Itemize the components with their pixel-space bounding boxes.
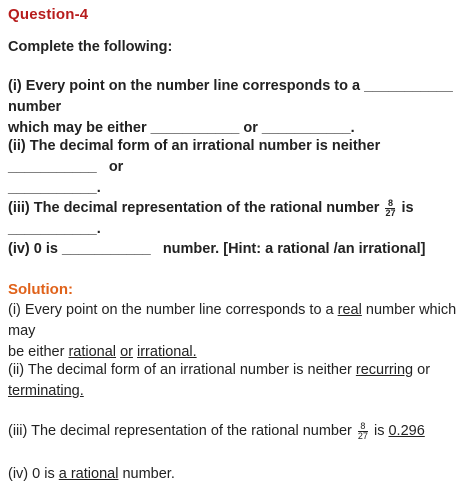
solution-heading: Solution: bbox=[8, 281, 73, 298]
question-item-2: (ii) The decimal form of an irrational number is neither ___________ or ___________. bbox=[8, 138, 381, 196]
fraction-8-27: $\frac{8}{27}$ bbox=[357, 420, 368, 441]
question-item-3: (iii) The decimal representation of the rational number $\frac{8}{27}$ is ___________. bbox=[8, 197, 414, 237]
question-item-4: (iv) 0 is ___________ number. [Hint: a rational /an irrational] bbox=[8, 241, 426, 257]
solution-item-1: (i) Every point on the number line corresponds to a real number which may be either rational or irrational. bbox=[8, 302, 457, 360]
instruction: Complete the following: bbox=[8, 39, 173, 55]
question-title: Question-4 bbox=[8, 6, 89, 23]
solution-item-4: (iv) 0 is a rational number. bbox=[8, 466, 175, 482]
solution-item-3: (iii) The decimal representation of the rational number $\frac{8}{27}$ is 0.296 bbox=[8, 420, 425, 441]
fraction-8-27: $\frac{8}{27}$ bbox=[385, 197, 396, 218]
solution-item-2: (ii) The decimal form of an irrational number is neither recurring or terminating. bbox=[8, 362, 431, 399]
question-item-1: (i) Every point on the number line corresponds to a ___________ number which may be either ___________ or ___________. bbox=[8, 78, 453, 136]
